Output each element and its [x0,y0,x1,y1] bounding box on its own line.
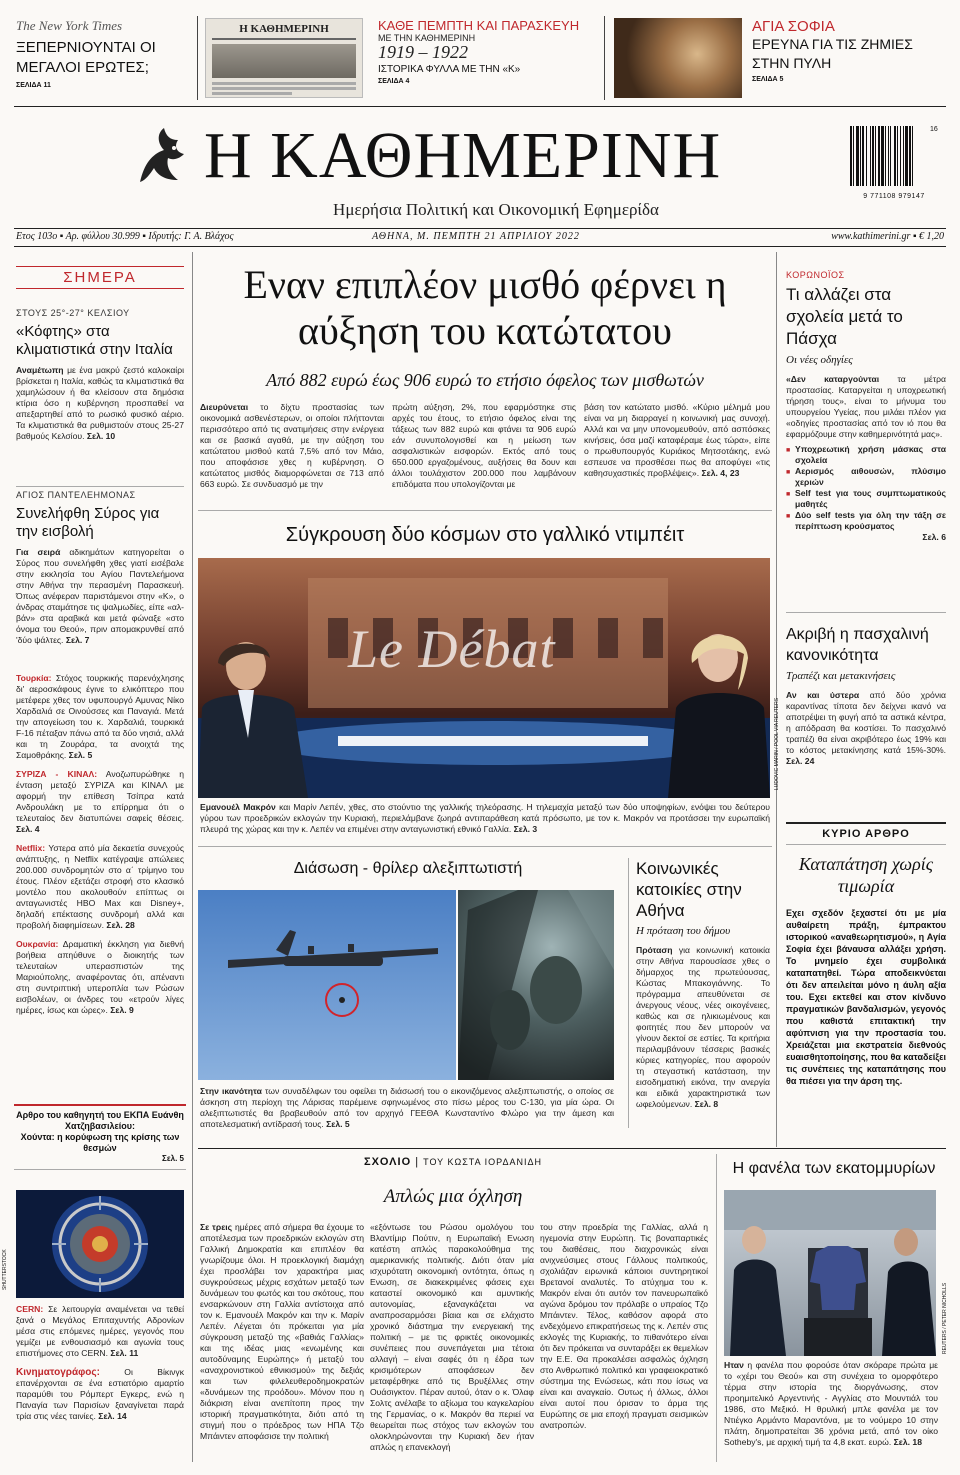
commentary-label: ΣΧΟΛΙΟ [363,1156,412,1168]
lead-deck: Από 882 ευρώ έως 906 ευρώ το ετήσιο όφελος των μισθωτών [266,370,704,390]
barcode-bar [870,126,871,186]
editorial-title: Καταπάτηση χωρίς τιμωρία [798,854,934,896]
housing-ref: Σελ. 8 [694,1099,719,1109]
housing-sub: Η πρόταση του δήμου [636,925,731,937]
masthead-subtitle: Ημερήσια Πολιτική και Οικονομική Εφημερίδα [333,200,659,219]
jersey-photo[interactable] [724,1190,936,1356]
lead-col-1-body: το δίχτυ προστασίας των οικονομικά ασθενέστερων, οι οποίοι πλήττονται περισσότερο από τις ανατιμήσεις στην ενέργεια και σε βασικά αγαθά, με την αύξηση του κατώτατου μισθού κατά 7,5% από τον Μάιο, που αποφάσισε χθες η κυβέρνηση. Ο κατώτατος μισθός διαμορφώνεται σε 713 από 663 ευρώ. Σε συνδυασμό με την [200,402,384,489]
brief-netflix-lead: Netflix: [16,843,46,853]
debate-headline[interactable]: Σύγκρουση δύο κόσμων στο γαλλικό ντιμπέιτ [285,524,685,546]
left-story-italy-title: «Κόφτης» στα κλιματιστικά στην Ιταλία [16,323,173,358]
brief-cinema-lead: Κινηματογράφος: [16,1367,100,1378]
brief-turkey-ref: Σελ. 5 [68,750,93,760]
left-box-ref: Σελ. 5 [162,1154,184,1163]
covid-sub: Οι νέες οδηγίες [786,354,853,366]
teaser-hagia-page: ΣΕΛΙΔΑ 5 [752,76,784,83]
barcode-bar [866,126,867,186]
left-briefs [16,673,184,1024]
brief-netflix-ref: Σελ. 28 [106,920,135,930]
covid-bullet: ■ Self test για τους συμπτωματικούς μαθητές [786,488,946,510]
barcode-bar [860,126,861,186]
easter-cost-story[interactable] [786,624,946,767]
barcode [848,126,940,198]
barcode-issue: 16 [930,126,938,133]
brief-cern-body: Σε λειτουργία αναμένεται να τεθεί ξανά ο Μεγάλος Επιταχυντής Αδρονίων μέσα στις επόμενες ημέρες, γεγονός που γεμίζει με ενθουσιασμό και αγωνία τους επιστήμονες στο CERN. [16,1304,185,1358]
rescue-photo-aircraft[interactable] [198,890,456,1080]
teaser-hagia-title: ΕΡΕΥΝΑ ΓΙΑ ΤΙΣ ΖΗΜΙΕΣ ΣΤΗΝ ΠΥΛΗ [752,36,913,71]
jersey-caption [724,1360,938,1448]
commentary-author: ΤΟΥ ΚΩΣΤΑ ΙΟΡΔΑΝΙΔΗ [423,1157,543,1167]
brief-cinema-body: Οι Βίκινγκ επανέρχονται σε ένα εστιατόριο αμαρτίο παραμύθι του Ρόμπερτ Εγκερς, ενώ η Παναγία των Παρισίων ξαναγίνεται παρά τρία στις νέες ταινίες. [16,1367,184,1421]
dateline-left: Ετος 103ο ▪ Αρ. φύλλου 30.999 ▪ Ιδρυτής: Γ. Α. Βλάχος [16,231,234,242]
teaser-nyt-page: ΣΕΛΙΔΑ 11 [16,82,51,89]
teaser-history-page: ΣΕΛΙΔΑ 4 [378,78,410,85]
brief-turkey[interactable] [16,673,184,761]
barcode-bar [894,126,896,186]
covid-body: τα μέτρα προστασίας. Καταργείται η υποχρεωτική τήρηση τους», είναι το μήνυμα του υπουργείου Υγείας, που μιλάει πλέον για «οδηγίες προστασίας από τον ιό που θα εφαρμόζουμε στην καθημερινότητά μας». [786,374,946,439]
teaser-history-title: ΙΣΤΟΡΙΚΑ ΦΥΛΛΑ ΜΕ ΤΗΝ «Κ» [378,64,521,75]
easter-lead: Αν και ύστερα [786,690,860,700]
rescue-caption-body: των συναδέλφων του οφείλει τη διάσωσή του ο εικονιζόμενος αλεξιπτωτιστής, ο οποίος σε άσκηση στη περίοχη της Λάρισας παρέμεινε σφηνωμένος στο πίσω μέρος του C-130, για μία ώρα. Οι αλεξιπτωτιστές θα βραβευθούν από τον αρχηγό ΓΕΕΘΑ Κωνσταντίνο Φλώρο για την άμεση και αποτελεσματική αντίδρασή τους. [200,1086,614,1129]
rescue-headline[interactable]: Διάσωση - θρίλερ αλεξιπτωτιστή [293,860,523,877]
barcode-bar [881,126,884,186]
covid-bullet: ■ Αερισμός αιθουσών, πλύσιμο χεριών [786,466,946,488]
covid-bullets [786,444,946,532]
brief-cern-ref: Σελ. 11 [110,1348,139,1358]
easter-body: από δύο χρόνια καραντίνας τίποτα δεν δείχνει ικανό να αποτρέψει τη φυγή από τα αστικά κέντρα, η απόδραση θα κοστίσει. Το πασχαλινό τραπέζι θα είναι ακριβότερο έως 19% και το κόστος μετακίνησης κατά 15%-30%. [786,690,947,755]
teaser-nyt[interactable] [16,18,186,98]
left-story-church-kicker: ΑΓΙΟΣ ΠΑΝΤΕΛΕΗΜΟΝΑΣ [16,490,136,500]
editorial-body: Εχει σχεδόν ξεχαστεί ότι με μία αυθαίρετη πράξη, έμπρακτου ιστορικού «αναθεωρητισμού», η Αγία Σοφία έχει βάναυσα αλλάξει χρήση. Το μνημείο έχει συμβολικά καταπατηθεί. Τώρα αποδεικνύεται ότι δεν απειλείται μόνο η άυλη αξία του. Εχει εκτεθεί και στον κίνδυνο πραγματικών βανδαλισμών, γεγονός που καθιστά επιτακτική την αφύπνιση για την προστασία του. Χρειάζεται μια εκστρατεία διεθνούς ευαισθητοποίησης, που θα καταδείξει τις συνέπειες της καταπάτησης που θα πιέσει για την άρση της. [786,908,946,1086]
left-story-church-title: Συνελήφθη Σύρος για την εισβολή [16,505,160,540]
easter-title: Ακριβή η πασχαλινή κανονικότητα [786,626,929,664]
barcode-bar [853,126,854,186]
jersey-lead: Ηταν [724,1360,744,1370]
commentary-col-3: του στην προεδρία της Γαλλίας, αλλά η ηγεμονία στην Ευρώπη. Τις βοναπαρτικές του διαθέσεις, που διαχρονικώς είναι ανιχνεύσιμες στους Γάλλους πολιτικούς, σχολιάζαν ειρωνικά κάποιοι συντηρητικοί Βρετανοί αναλυτές. Το ατύχημα του κ. Μακρόν είναι ότι αυτόν τον πανευρωπαϊκό αγώνα δρόμου τον πρόλαβε ο υπραίος Τζο Μπάιντεν. Τέλος, καθόσον αφορά στο ενδεχόμενο επικρατήσεως της κ. Λεπέν στις εκλογές της Κυριακής, το πιθανότερο είναι ότι δεν πρόκειται να συνταράξει εκ θεμελίων την Ε.Ε. Θα προκαλέσει ασφαλώς όχληση στο Ανθρωπικό πολιτικό και γραφειοκρατικό σύστημα της Ενώσεως, κάτι που ίσως να είναι και αναγκαίο. Ουτως ή άλλως, άλλοι είναι αυτοί που όρισαν το άρμα της Ευρώπης σε μια εποχή πραγματι σεισμικών ανατροπών. [540,1222,708,1430]
teaser-history-kicker: ΚΑΘΕ ΠΕΜΠΤΗ ΚΑΙ ΠΑΡΑΣΚΕΥΗ [378,18,580,33]
barcode-bar [909,126,911,186]
brief-turkey-body: Στόχος τουρκικής παρενόχλησης δι' αεροσκάφους έγινε το ελικόπτερο που μετέφερε χθες τον υφυπουργό Αμυνας Νίκο Χαρδαλιά σε Οινούσσες και Παναγιά. Μετά την απογείωση του κ. Χαρδαλιά, τουρκικά F-16 πέταξαν πάνω από τα δύο νησιά, αλλά και τη Ζουράρα, τα ανοιχτά της Σαμοθράκης. [16,673,184,760]
easter-ref: Σελ. 24 [786,756,815,766]
dateline-right: www.kathimerini.gr ▪ € 1,20 [831,231,944,242]
jersey-ref: Σελ. 18 [893,1437,922,1447]
lead-col-1-lead: Διευρύνεται [200,402,249,412]
lead-col-1 [200,402,384,490]
barcode-bar [878,126,880,186]
brief-ukraine-ref: Σελ. 9 [110,1005,134,1015]
barcode-bar [875,126,876,186]
brief-cinema-ref: Σελ. 14 [98,1411,127,1421]
left-box-lead: Αρθρο του καθηγητή του ΕΚΠΑ Ευάνθη Χατζηβασιλείου: [16,1110,184,1131]
editorial[interactable] [786,822,946,1128]
barcode-bar [905,126,908,186]
brief-ukraine-body: Δραματική έκκληση για διεθνή βοήθεια απηύθυνε ο διοικητής των τελευταίων υπερασπιστών της Μαριούπολης, αναφέροντας ότι, απέναντι στη συντριπτική υπεροπλία των Ρώσων εισβολέων, οι άνδρες του «ετρούν λίγες ημέρες, ίσως και ώρες». [16,939,184,1015]
covid-title: Τι αλλάζει στα σχολεία μετά το Πάσχα [786,285,903,348]
housing-lead: Πρόταση [636,945,673,955]
today-header: ΣΗΜΕΡΑ [16,266,184,289]
brief-netflix[interactable] [16,843,184,931]
old-newspaper-image [205,18,363,98]
easter-sub: Τραπέζι και μετακινήσεις [786,670,896,682]
brief-ukraine[interactable] [16,939,184,1016]
brief-cern-lead: CERN: [16,1304,44,1314]
left-story-church-lead: Για σειρά [16,547,61,557]
lead-col-3 [584,402,770,479]
covid-schools-story[interactable] [786,270,946,543]
commentary-col-2: «εξόντωσε του Ρώσου ομολόγου του Βλαντίμιρ Πούτιν, η Ευρωπαϊκή Ενωση κατέστη απλώς παρακολούθημα της αμερικανικής πολιτικής. Διότι όταν μία ισχυρότατη οικονομική οντότητα, όπως η Ενωση, σε διακεκριμένες φάσεις εχει καταστεί οικονομικό και αμυντικής αυτονομίας, εξαναγκάζεται να αναπροσαρμόσει βίαια και σε ελάχιστο χρονικό διάστημα την ενεργειακή της πολιτική – με τις φρικτές οικονομικές συνέπειες που συνεπάγεται μια τέτοια αλλαγή – είναι σαφές ότι η έδρα των κρισιμότερων αποφάσεων δεν μεταφέρθηκε από τις Βρυξέλλες στην Ουάσιγκτον. Πέραν αυτού, όταν ο κ. Όλαφ Σολτς ανέλαβε το αξίωμα του καγκελαρίου της Γερμανίας, ο κ. Μακρόν θα περιεί να θεωρείται πως στόχος των εκλογών του ολοκληρώνονται την Κυριακή δεν ήταν απλώς η επανεκλογή [370,1222,534,1452]
brief-cinema[interactable] [16,1367,184,1422]
masthead-title: Η ΚΑΘΗΜΕΡΙΝΗ [204,119,722,192]
rescue-caption-lead: Στην ικανότητα [200,1086,262,1096]
left-story-italy-body: με ένα μακρύ ζεστό καλοκαίρι βρίσκεται η Ιταλία, καθώς τα κλιματιστικά θα χαμηλώσουν ή θα κλείσουν στα δημόσια κτίρια όσο η κυβέρνηση προσπαθεί να απεξαρτηθεί από το ρωσικό φυσικό αέριο. Τα κλιματιστικά θα ρυθμιστούν στους 25-27 βαθμούς Κελσίου. [16,365,184,441]
covid-kicker: ΚΟΡΩΝΟΪΟΣ [786,270,845,280]
covid-bullet: ■ Δύο self tests για όλη την τάξη σε περίπτωση κρούσματος [786,510,946,532]
rescue-caption [200,1086,614,1130]
left-story-italy-kicker: ΣΤΟΥΣ 25°-27° ΚΕΛΣΙΟΥ [16,308,130,318]
barcode-bar [888,126,889,186]
hagia-sophia-door-image [614,18,742,98]
rescue-ref: Σελ. 5 [326,1119,350,1129]
lead-col-3-body: βάση τον κατώτατο μισθό. «Κύριο μέλημά μου είναι να μη διαρραγεί η κοινωνική μας συνοχή. Αλλά και να μην υπονομευθούν, από ασπόσκες κινήσεις, όσα μαζί καταφέραμε έως τώρα», είπε ο πρωθυπουργός Κυριάκος Μητσοτάκης, ενώ εσπευσε να προσθέσει πως θα αποφύγει «τις καθησυχαστικές προβλέψεις». [584,402,770,478]
housing-body: για κοινωνική κατοικία στην Αθήνα παρουσίασε χθες ο δήμαρχος της πρωτεύουσας, Κώστας Μπακογιάννης. Το πρόγραμμα απευθύνεται σε άνεργους νέους, νέες οικογένειες, καθώς και σε ηλικιωμένους και φοιτητές που δεν μπορούν να γίνουν δεκτοί σε εστίες. Τα κριτήρια περιλαμβάνουν τέσσερις βασικές κύριες κατηγορίες, που αφορούν τη στεγαστική κατάσταση, την εισοδηματική εικόνα, την ανεργία και ειδικά χαρακτηριστικά των ωφελούμενων. [636,945,771,1109]
teaser-hagia-kicker: ΑΓΙΑ ΣΟΦΙΑ [752,18,835,35]
left-story-church-ref: Σελ. 7 [65,635,90,645]
brief-syriza-ref: Σελ. 4 [16,824,40,834]
barcode-bar [872,126,874,186]
old-newspaper-masthead: Η ΚΑΘΗΜΕΡΙΝΗ [239,23,329,35]
lead-headline[interactable]: Εναν επιπλέον μισθό φέρνει η αύξηση του κατώτατου [243,262,727,353]
barcode-bar [850,126,852,186]
teaser-history-sub: ΜΕ ΤΗΝ ΚΑΘΗΜΕΡΙΝΗ [378,33,476,43]
debate-overlay-text: Le Débat [348,619,556,679]
jersey-headline[interactable]: Η φανέλα των εκατομμυρίων [732,1160,936,1177]
editorial-label: ΚΥΡΙΟ ΑΡΘΡΟ [786,828,946,845]
barcode-bar [885,126,886,186]
debate-caption-lead: Εμανουέλ Μακρόν [200,802,276,812]
debate-ref: Σελ. 3 [513,824,538,834]
brief-syriza-lead: ΣΥΡΙΖΑ - ΚΙΝΑΛ: [16,769,98,779]
covid-bullet: ■ Υποχρεωτική χρήση μάσκας στα σχολεία [786,444,946,466]
commentary-col-1-lead: Σε τρεις [200,1222,233,1232]
commentary-col-1 [200,1222,364,1442]
brief-cern[interactable] [16,1304,184,1359]
debate-credit: LUDOVIC MARIN / POOL VIA REUTERS [774,697,780,790]
teaser-nyt-title: ΞΕΠΕΡΝΙΟΥΝΤΑΙ ΟΙ ΜΕΓΑΛΟΙ ΕΡΩΤΕΣ; [16,39,156,76]
debate-photo[interactable] [198,558,770,798]
cern-photo-credit: SHUTTERSTOCK [2,1249,8,1290]
barcode-bar [890,126,891,186]
housing-title: Κοινωνικές κατοικίες στην Αθήνα [636,859,742,920]
brief-netflix-body: Υστερα από μία δεκαετία συνεχούς ανάπτυξης, η Netflix κατέγραψε απώλειες 200.000 συνδρομητών στο α΄ τρίμηνο του έτους. Πλέον εξετάζει στροφή στο κλασικό μοντέλο που ακολουθούν επίπτως οι ανταγωνιστές HBO Max και Disney+, δηλαδή επέκτασης συνδρομή αλλά και προβολή διαφημίσεων. [16,843,185,930]
debate-caption-body: και Μαρίν Λεπέν, χθες, στο στούντιο της γαλλικής τηλεόρασης. Η τηλεμαχία μεταξύ των δύο υποψηφίων, ενόψει του δεύτερου γύρου των προεδρικών εκλογών την Κυριακή, περιελάμβανε ζωηρά αντιπαράθεση κατά πρόσωπο, με τον κ. Μακρόν να προτάσσει την ευρωπαϊκή πλευρά της χώρας και την κ. Λεπέν να επιμένει στην ανταγωνιστική εθνικό Γαλλία. [200,802,770,834]
lead-ref: Σελ. 4, 23 [701,468,740,478]
brief-ukraine-lead: Ουκρανία: [16,939,59,949]
left-box-body: Χούντα: η κορύφωση της κρίσης των θεσμών [20,1132,180,1153]
barcode-bar [900,126,901,186]
teaser-hagia-sophia[interactable] [752,18,947,98]
left-briefs-2 [16,1304,184,1422]
barcode-bar [862,126,864,186]
left-story-church[interactable] [16,490,184,646]
commentary-header [198,1156,708,1168]
left-story-italy-lead: Αναμέτωπη [16,365,64,375]
commentary-title[interactable]: Απλώς μια όχληση [383,1186,523,1207]
barcode-bar [897,126,898,186]
barcode-bar [912,126,913,186]
commentary-col-1-body: ημέρες από σήμερα θα έχουμε το αποτέλεσμα των προεδρικών εκλογών στη Γαλλική Δημοκρατία και επιπλέον θα γνωρίζουμε όλοι. Η προεκλογική διαμάχη έχει προσλάβει τον χαρακτήρα μιας συγκρούσεως μέχρις εσχάτων μεταξύ των δυνάμεων του φωτός και του σκότους, που ενσαρκώνουν στη Γαλλία αντίστοιχα από τον κ. Εμανουέλ Μακρόν και την κ. Μαρίν Λεπέν. Λέγεται ότι πρόκειται για μία σύγκρουση μεταξύ της «βαθιάς Γαλλίας» και της ιδέας μιας «ενωμένης και αυτοδύναμης Ευρώπης» ή μεταξύ του «αναχρονιστικού εθνικισμού» της δεξιάς και των φιλελευθεροδημοκρατών «δυνάμεων της προόδου». Μόνον που η διάκριση είναι ανεπίτοπη προς την ιστορική πραγματικότητα, διότι από τη στιγμή που ο πρόεδρος των ΗΠΑ Τζο Μπάιντεν αποφάσισε την πολιτική [200,1222,364,1441]
rescue-photo-cargo[interactable] [458,890,614,1080]
griffin-logo [130,120,194,192]
left-article-box[interactable] [14,1104,186,1170]
left-story-church-body: αδικημάτων κατηγορείται ο Σύρος που συνελήφθη χθες γιατί εισέβαλε στην εκκλησία του Αγίου Παντελεήμονα στην Αθήνα την περασμένη Παρασκευή. Όπως ανέφεραν παριστάμενοι στην «Κ», ο άνδρας σταμάτησε τις ψαλμωδίες, είπε «αλ-βάν» στα αραβικά και μετά φώναξε «στο όνομα του Θεού», πριν απομακρυνθεί από 'δύο ψάλτες. [16,547,185,645]
left-story-italy[interactable] [16,308,184,442]
cern-image [16,1190,184,1298]
dateline-center: ΑΘΗΝΑ, Μ. ΠΕΜΠΤΗ 21 ΑΠΡΙΛΙΟΥ 2022 [372,231,580,242]
barcode-bar [856,126,859,186]
covid-ref: Σελ. 6 [922,532,946,542]
brief-turkey-lead: Τουρκία: [16,673,52,683]
debate-caption [200,802,770,835]
housing-story[interactable] [636,858,770,1110]
commentary-divider: | [415,1156,424,1168]
brief-syriza-body: Ανοζωπυρώθηκε η ένταση μεταξύ ΣΥΡΙΖΑ και ΚΙΝΑΛ με αφορμή την επίθεση Τσίπρα κατά Ανδρουλάκη με το επίρρημα ότι ο τελευταίος δεν διατυπώνει σαφείς θέσεις. [16,769,184,823]
brief-syriza[interactable] [16,769,184,835]
jersey-credit: REUTERS / PETER NICHOLLS [942,1282,948,1354]
lead-col-2: πρώτη αύξηση, 2%, που εφαρμόστηκε στις αρχές του έτους, το ετήσιο όφελος είναι της τάξεως των 882 ευρώ και φτάνει τα 906 ευρώ εάν συνυπολογισθεί και η μείωση των ασφαλιστικών εισφορών. Εκτός από τους 650.000 εργαζομένους, αυξήσεις θα δουν και άλλοι τουλάχιστον 200.000 που λαμβάνουν επιδόματα που υπολογίζονται με [392,402,576,489]
covid-lead: «Δεν καταργούνται [786,374,880,384]
nyt-logo: The New York Times [16,18,123,33]
jersey-body: η φανέλα που φορούσε όταν σκόραρε πρώτα με το «χέρι του Θεού» και στη συνέχεια το ομορφότερο τέρμα στην ιστορία της διοργάνωσης, στον προημιτελικό Αργεντινής - Αγγλίας στο Μουντιάλ του 1986, στο Μεξικό. Η θρυλική μπλε φανέλα με τον Ντιέγκο Αρμάντο Μαραντόνα, με το νούμερο 10 στην πλάτη, δημοπρατείται 36 χρόνια μετά, από τον οίκο Sotheby's, με αρχική τιμή τα 4,8 εκατ. ευρώ. [724,1360,939,1447]
barcode-number: 9 771108 979147 [863,193,925,200]
teaser-history-years: 1919 – 1922 [378,42,468,62]
teaser-history[interactable] [378,18,598,98]
barcode-bar [903,126,904,186]
left-story-italy-ref: Σελ. 10 [86,431,116,441]
